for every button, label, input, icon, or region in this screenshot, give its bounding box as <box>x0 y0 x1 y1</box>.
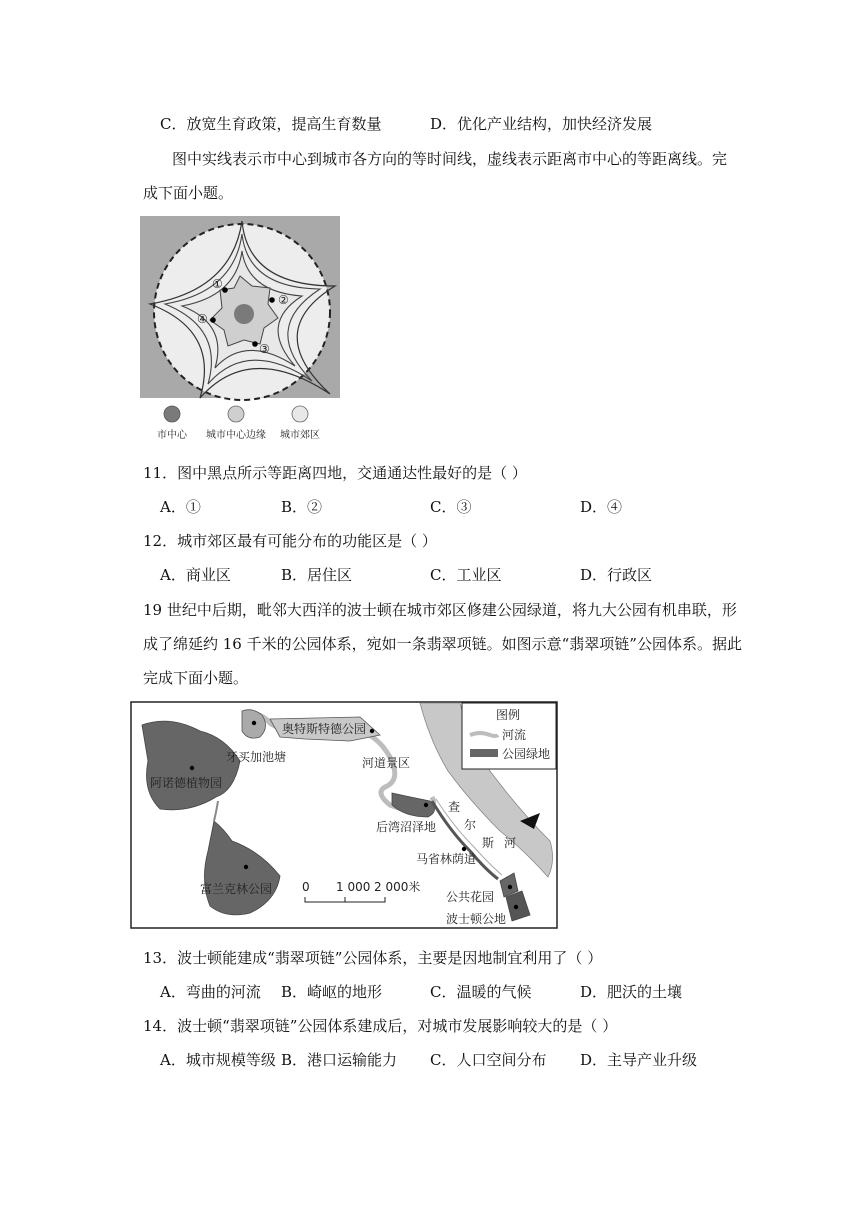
q12-option-b: B．居住区 <box>281 566 353 584</box>
q13-option-a: A．弯曲的河流 <box>160 983 261 1001</box>
park-map <box>130 701 558 929</box>
q11-option-d: D．④ <box>580 498 623 516</box>
arnold-dot <box>190 766 194 770</box>
scale-2000: 2 000米 <box>374 880 421 894</box>
river-char-2: 尔 <box>464 818 477 832</box>
q12-option-a: A．商业区 <box>160 566 231 584</box>
fens-label: 后湾沼泽地 <box>376 820 437 834</box>
arnold-label: 阿诺德植物园 <box>150 776 223 790</box>
legend-swatch-edge <box>228 406 244 422</box>
legend-center-label: 市中心 <box>157 430 187 441</box>
legend-swatch-suburb <box>292 406 308 422</box>
legend-suburb-label: 城市郊区 <box>280 430 320 441</box>
intro2-line: 完成下面小题。 <box>143 669 249 687</box>
intro2-line: 19 世纪中后期，毗邻大西洋的波士顿在城市郊区修建公园绿道，将九大公园有机串联，形 <box>143 601 737 619</box>
q14-option-b: B．港口运输能力 <box>281 1051 398 1069</box>
q13-option-c: C．温暖的气候 <box>430 983 532 1001</box>
q14-option-a: A．城市规模等级 <box>160 1051 276 1069</box>
commonwealth-dot <box>462 847 466 851</box>
marker-4: ④ <box>197 312 208 326</box>
olmsted-label: 奥特斯特德公园 <box>282 722 367 736</box>
legend-title: 图例 <box>496 708 521 722</box>
boston-common-label: 波士顿公地 <box>446 912 507 926</box>
olmsted-dot <box>370 729 374 733</box>
legend-edge-label: 城市中心边缘 <box>206 430 266 441</box>
jamaica-dot <box>252 721 256 725</box>
franklin-dot <box>244 865 248 869</box>
fens-dot <box>424 803 428 807</box>
q11-stem: 11．图中黑点所示等距离四地，交通通达性最好的是（ ） <box>143 464 527 482</box>
river-char-4: 河 <box>504 836 517 850</box>
legend-park-swatch <box>470 749 498 757</box>
point-4 <box>210 317 216 323</box>
q14-stem: 14．波士顿“翡翠项链”公园体系建成后，对城市发展影响较大的是（ ） <box>143 1017 618 1035</box>
q13-option-b: B．崎岖的地形 <box>281 983 383 1001</box>
intro2-line: 成了绵延约 16 千米的公园体系，宛如一条翡翠项链。如图示意“翡翠项链”公园体系。据此 <box>143 635 742 653</box>
q12-stem: 12．城市郊区最有可能分布的功能区是（ ） <box>143 532 437 550</box>
intro-line: 图中实线表示市中心到城市各方向的等时间线，虚线表示距离市中心的等距离线。完 <box>172 150 728 168</box>
emerald-necklace-map <box>130 701 558 929</box>
legend-river-label: 河流 <box>502 728 527 742</box>
jamaica-label: 牙买加池塘 <box>226 750 287 764</box>
marker-1: ① <box>212 277 223 291</box>
public-garden-dot <box>508 885 512 889</box>
boston-common-dot <box>514 905 518 909</box>
commonwealth-label: 马省林荫道 <box>416 852 477 866</box>
scale-0: 0 <box>302 880 310 894</box>
point-2 <box>269 297 275 303</box>
intro-line: 成下面小题。 <box>143 184 234 202</box>
riverway-label: 河道景区 <box>362 756 411 770</box>
isochrone-figure <box>140 216 340 444</box>
q12-option-c: C．工业区 <box>430 566 502 584</box>
q13-stem: 13．波士顿能建成“翡翠项链”公园体系，主要是因地制宜利用了（ ） <box>143 949 603 967</box>
scale-1000: 1 000 <box>336 880 371 894</box>
isochrone-diagram <box>140 216 340 444</box>
river-char-1: 查 <box>448 800 461 814</box>
q13-option-d: D．肥沃的土壤 <box>580 983 683 1001</box>
q14-option-d: D．主导产业升级 <box>580 1051 698 1069</box>
marker-3: ③ <box>259 342 270 356</box>
legend-swatch-center <box>164 406 180 422</box>
point-1 <box>222 287 228 293</box>
q14-option-c: C．人口空间分布 <box>430 1051 547 1069</box>
option-d: D．优化产业结构，加快经济发展 <box>430 115 653 133</box>
legend-park-label: 公园绿地 <box>502 747 551 761</box>
q11-option-c: C．③ <box>430 498 472 516</box>
river-char-3: 斯 <box>482 836 495 850</box>
q11-option-a: A．① <box>160 498 201 516</box>
q12-option-d: D．行政区 <box>580 566 653 584</box>
point-3 <box>252 341 258 347</box>
q11-option-b: B．② <box>281 498 323 516</box>
franklin-label: 富兰克林公园 <box>200 882 273 896</box>
city-center <box>234 304 254 324</box>
marker-2: ② <box>278 293 289 307</box>
option-c: C．放宽生育政策，提高生育数量 <box>160 115 382 133</box>
public-garden-label: 公共花园 <box>446 890 495 904</box>
